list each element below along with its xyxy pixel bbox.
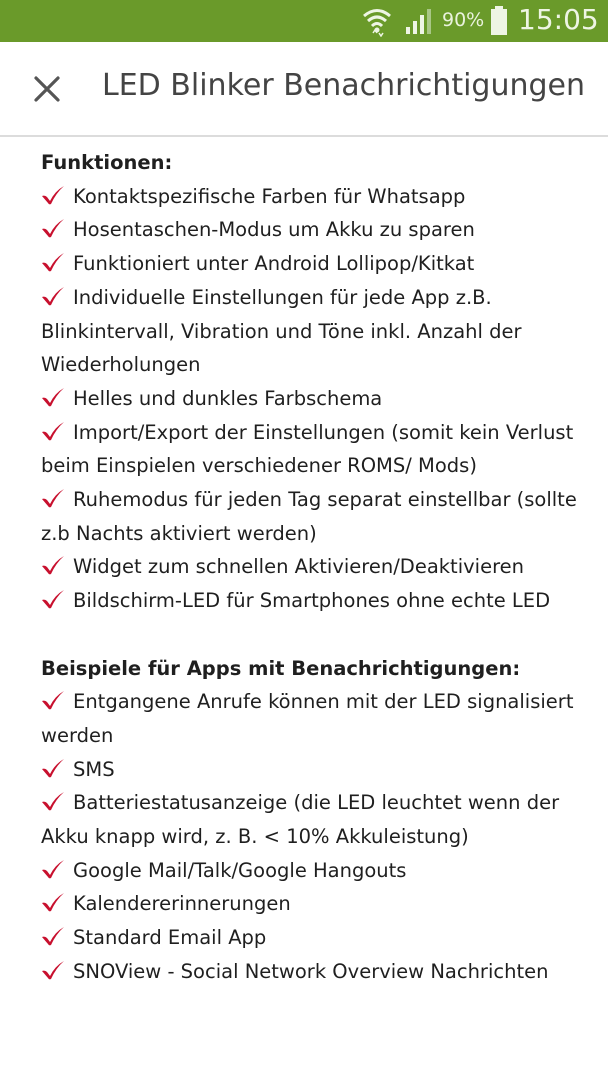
checkmark-icon bbox=[41, 286, 65, 306]
list-item-text: Import/Export der Einstellungen (somit kein Verlust beim Einspielen verschiedener ROMS/ Mods) bbox=[41, 420, 574, 478]
checkmark-icon bbox=[41, 859, 65, 879]
signal-icon bbox=[404, 7, 434, 35]
checkmark-icon bbox=[41, 488, 65, 508]
list-item bbox=[41, 213, 581, 247]
list-item-text: Widget zum schnellen Aktivieren/Deaktivieren bbox=[73, 555, 525, 579]
list-item bbox=[41, 180, 581, 214]
checkmark-icon bbox=[41, 555, 65, 575]
list-item bbox=[41, 921, 581, 955]
section-heading-examples: Beispiele für Apps mit Benachrichtigungen: bbox=[41, 656, 521, 680]
list-item-text: Funktioniert unter Android Lollipop/Kitkat bbox=[73, 252, 475, 276]
checkmark-icon bbox=[41, 252, 65, 272]
list-item bbox=[41, 247, 581, 281]
list-item bbox=[41, 887, 581, 921]
list-item-text: Individuelle Einstellungen für jede App z.B. Blinkintervall, Vibration und Töne inkl. Anzahl der Wiederholungen bbox=[41, 285, 522, 377]
list-item-text: Kontaktspezifische Farben für Whatsapp bbox=[73, 184, 466, 208]
list-item bbox=[41, 281, 581, 382]
list-item bbox=[41, 854, 581, 888]
description-text bbox=[41, 146, 581, 989]
clock: 15:05 bbox=[518, 3, 599, 36]
list-item-text: Batteriestatusanzeige (die LED leuchtet wenn der Akku knapp wird, z. B. < 10% Akkuleistung) bbox=[41, 791, 560, 849]
checkmark-icon bbox=[41, 218, 65, 238]
checkmark-icon bbox=[41, 387, 65, 407]
app-bar bbox=[0, 42, 608, 137]
list-item bbox=[41, 584, 581, 618]
example-list bbox=[41, 685, 581, 988]
list-item-text: SNOView - Social Network Overview Nachrichten bbox=[73, 959, 549, 983]
list-item-text: Helles und dunkles Farbschema bbox=[73, 386, 383, 410]
section-heading-features: Funktionen: bbox=[41, 151, 173, 174]
list-item bbox=[41, 786, 581, 853]
list-item-text: Kalendererinnerungen bbox=[73, 892, 291, 916]
close-icon[interactable] bbox=[30, 72, 64, 106]
checkmark-icon bbox=[41, 960, 65, 980]
list-item-text: Bildschirm-LED für Smartphones ohne echte LED bbox=[73, 589, 551, 613]
checkmark-icon bbox=[41, 791, 65, 811]
list-item-text: Ruhemodus für jeden Tag separat einstellbar (sollte z.b Nachts aktiviert werden) bbox=[41, 488, 577, 545]
battery-icon bbox=[490, 6, 508, 36]
list-item-text: Standard Email App bbox=[73, 926, 267, 950]
checkmark-icon bbox=[41, 892, 65, 912]
list-item-text: Google Mail/Talk/Google Hangouts bbox=[73, 858, 407, 882]
checkmark-icon bbox=[41, 421, 65, 441]
battery-percent: 90% bbox=[442, 9, 485, 31]
page-title: LED Blinker Benachrichtigungen bbox=[102, 68, 586, 103]
list-item-text: Hosentaschen-Modus um Akku zu sparen bbox=[73, 218, 475, 242]
feature-list bbox=[41, 180, 581, 618]
list-item bbox=[41, 382, 581, 416]
list-item-text: Entgangene Anrufe können mit der LED signalisiert werden bbox=[41, 690, 574, 747]
spacer bbox=[41, 618, 581, 652]
checkmark-icon bbox=[41, 758, 65, 778]
list-item bbox=[41, 753, 581, 787]
wifi-icon bbox=[362, 5, 392, 37]
list-item bbox=[41, 955, 581, 989]
list-item-text: SMS bbox=[73, 757, 115, 781]
checkmark-icon bbox=[41, 185, 65, 205]
list-item bbox=[41, 685, 581, 752]
checkmark-icon bbox=[41, 690, 65, 710]
checkmark-icon bbox=[41, 589, 65, 609]
list-item bbox=[41, 483, 581, 550]
checkmark-icon bbox=[41, 926, 65, 946]
status-bar bbox=[0, 0, 608, 42]
list-item bbox=[41, 416, 581, 483]
list-item bbox=[41, 550, 581, 584]
